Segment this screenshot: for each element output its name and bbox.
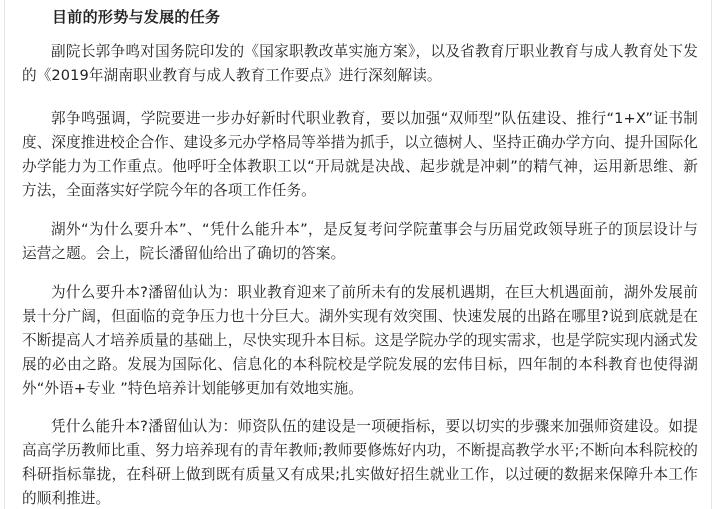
paragraph-questions: 湖外“为什么要升本”、“凭什么能升本”，是反复考问学院董事会与历届党政领导班子的顶层设计与运营之题。会上，院长潘留仙给出了确切的答案。 <box>22 221 698 262</box>
section-heading: 目前的形势与发展的任务 <box>52 8 221 26</box>
left-border <box>4 0 5 509</box>
paragraph-how-upgrade: 凭什么能升本?潘留仙认为：师资队伍的建设是一项硬指标，要以切实的步骤来加强师资建设。如提高高学历教师比重、努力培养现有的青年教师;教师要修炼好内功，不断提高教学水平;不断向本科院校的科研指标靠拢，在科研上做到既有质量又有成果;扎实做好招生就业工作，以过硬的数据来保障升本工作的顺利推进。 <box>22 418 698 507</box>
paragraph-interpretation: 副院长郭争鸣对国务院印发的《国家职教改革实施方案》，以及省教育厅职业教育与成人教育处下发的《2019年湖南职业教育与成人教育工作要点》进行深刻解读。 <box>22 43 698 84</box>
paragraph-why-upgrade: 为什么要升本?潘留仙认为：职业教育迎来了前所未有的发展机遇期，在巨大机遇面前，湖外发展前景十分广阔，但面临的竞争压力也十分巨大。湖外实现有效突围、快速发展的出路在哪里?说到底就是在不断提高人才培养质量的基础上，尽快实现升本目标。这是学院办学的现实需求，也是学院实现内涵式发展的必由之路。发展为国际化、信息化的本科院校是学院发展的宏伟目标，四年制的本科教育也使得湖外“外语+专业 ”特色培养计划能够更加有效地实施。 <box>22 284 698 397</box>
paragraph-emphasis: 郭争鸣强调，学院要进一步办好新时代职业教育，要以加强“双师型”队伍建设、推行“1+X”证书制度、深度推进校企合作、建设多元办学格局等举措为抓手，以立德树人、坚持正确办学方向、提升国际化办学能力为工作重点。他呼吁全体教职工以“开局就是决战、起步就是冲刺”的精气神，运用新思维、新方法，全面落实好学院今年的各项工作任务。 <box>22 110 698 199</box>
right-border <box>711 0 712 509</box>
